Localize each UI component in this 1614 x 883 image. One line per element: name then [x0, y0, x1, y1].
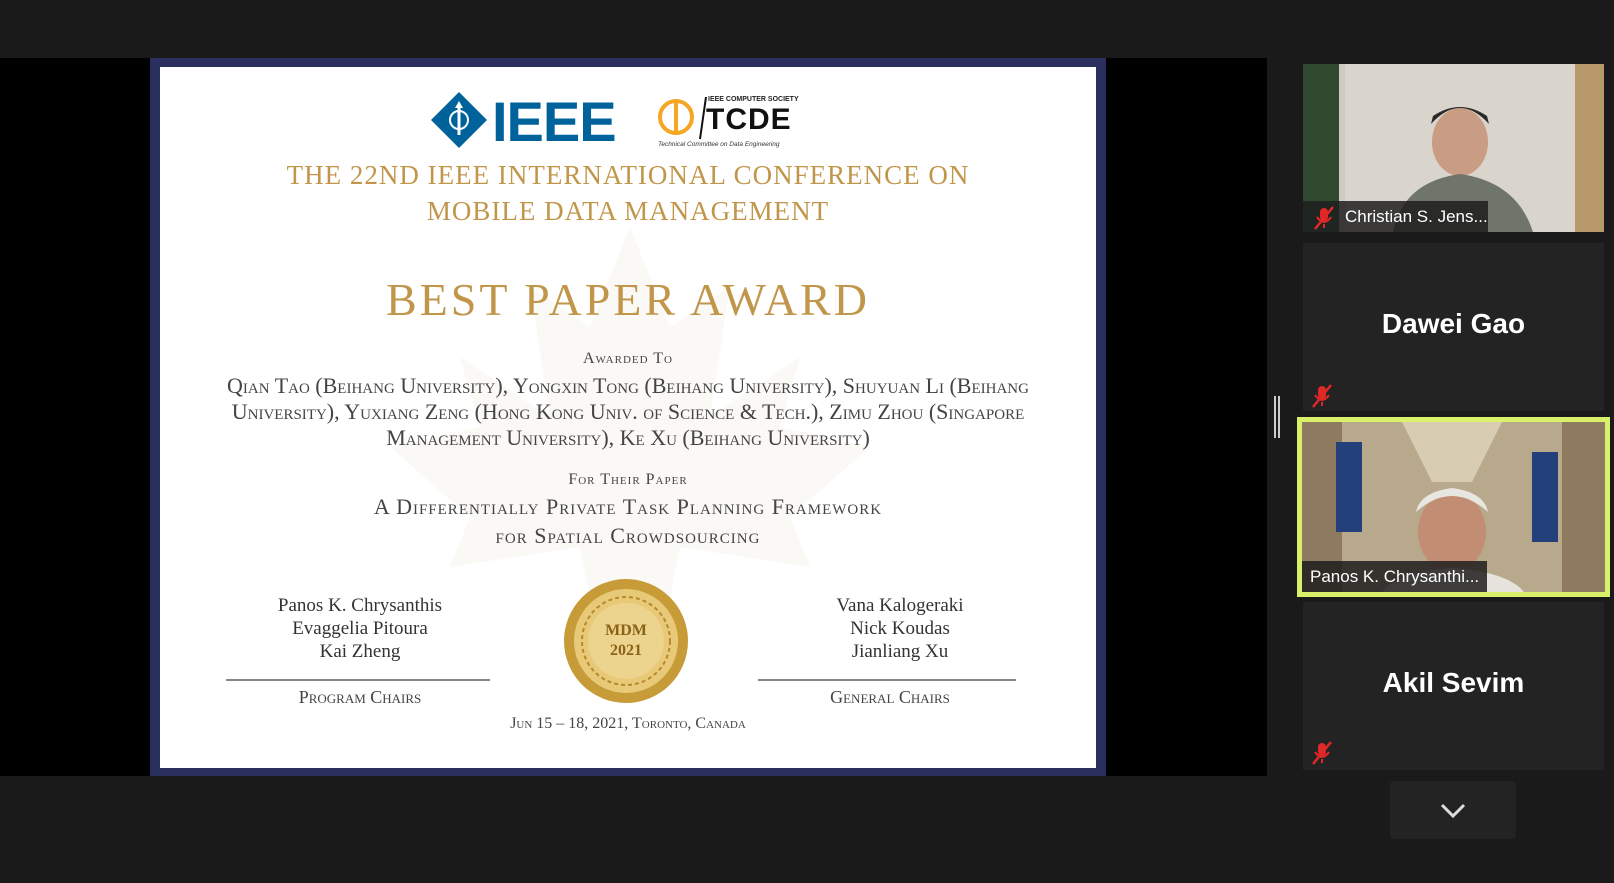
ieee-wordmark: IEEE — [492, 90, 616, 153]
authors-list: Qian Tao (Beihang University), Yongxin Tong (Beihang University), Shuyuan Li (Beihang University), Yuxiang Zeng (Hong Kong Univ. of Science & Tech.), Zimu Zhou (Singapore Management University), Ke Xu (Beihang University) — [227, 373, 1029, 450]
chevron-down-icon — [1390, 781, 1516, 839]
participant-tile[interactable] — [1303, 243, 1604, 411]
chair-name: Evaggelia Pitoura — [292, 618, 428, 639]
participant-name: Panos K. Chrysanthi... — [1310, 567, 1480, 586]
chair-name: Jianliang Xu — [851, 641, 949, 662]
seal-line-2: 2021 — [610, 642, 642, 659]
paper-title-line-1: A Differentially Private Task Planning Framework — [373, 494, 883, 519]
show-more-participants-button[interactable] — [1390, 781, 1516, 839]
chair-name: Panos K. Chrysanthis — [277, 595, 443, 616]
conference-title — [160, 157, 1096, 229]
paper-title — [240, 492, 1016, 550]
participant-name-label — [1302, 561, 1487, 592]
logos-row — [160, 81, 1096, 151]
program-chairs-rule — [226, 679, 490, 681]
program-chairs-label: Program Chairs — [298, 687, 422, 707]
ieee-logo — [430, 91, 630, 151]
general-chairs-names — [790, 594, 1010, 663]
mic-muted-icon — [1309, 383, 1335, 409]
award-title: BEST PAPER AWARD — [385, 274, 870, 325]
participant-tile[interactable] — [1303, 64, 1604, 232]
tcde-wordmark: TCDE — [706, 103, 792, 136]
top-bar — [0, 0, 1614, 58]
program-chairs-names — [250, 594, 470, 663]
for-their-paper-label: For Their Paper — [568, 471, 688, 488]
general-chairs-label: General Chairs — [830, 687, 950, 707]
mdm-seal — [563, 578, 689, 704]
tcde-logo — [656, 93, 806, 153]
chair-name: Nick Koudas — [850, 618, 950, 639]
paper-title-line-2: for Spatial Crowdsourcing — [495, 523, 761, 548]
participant-tile-active-speaker[interactable] — [1297, 417, 1610, 597]
seal-line-1: MDM — [605, 622, 647, 639]
shared-slide — [150, 58, 1106, 776]
participant-tile[interactable] — [1303, 602, 1604, 770]
date-location: Jun 15 – 18, 2021, Toronto, Canada — [510, 715, 746, 732]
participant-name-label — [1303, 201, 1488, 232]
phi-icon — [656, 97, 696, 137]
awarded-to-label: Awarded To — [582, 350, 674, 367]
panel-resize-handle[interactable] — [1274, 396, 1280, 438]
conference-line-2: MOBILE DATA MANAGEMENT — [426, 196, 830, 226]
conference-line-1: THE 22ND IEEE INTERNATIONAL CONFERENCE ON — [286, 160, 970, 190]
chair-name: Vana Kalogeraki — [836, 595, 964, 616]
general-chairs-rule — [758, 679, 1016, 681]
seal-medallion-icon — [563, 578, 689, 704]
mic-muted-icon — [1311, 205, 1337, 231]
ieee-diamond-icon — [430, 91, 488, 149]
mic-muted-icon — [1309, 740, 1335, 766]
participant-name: Dawei Gao — [1381, 308, 1526, 339]
tcde-subtitle: Technical Committee on Data Engineering — [658, 141, 780, 148]
participant-name: Christian S. Jens... — [1345, 207, 1488, 226]
chair-name: Kai Zheng — [319, 641, 401, 662]
tcde-society-label: IEEE COMPUTER SOCIETY — [708, 96, 799, 103]
participant-name: Akil Sevim — [1382, 667, 1525, 698]
certificate — [160, 67, 1096, 768]
